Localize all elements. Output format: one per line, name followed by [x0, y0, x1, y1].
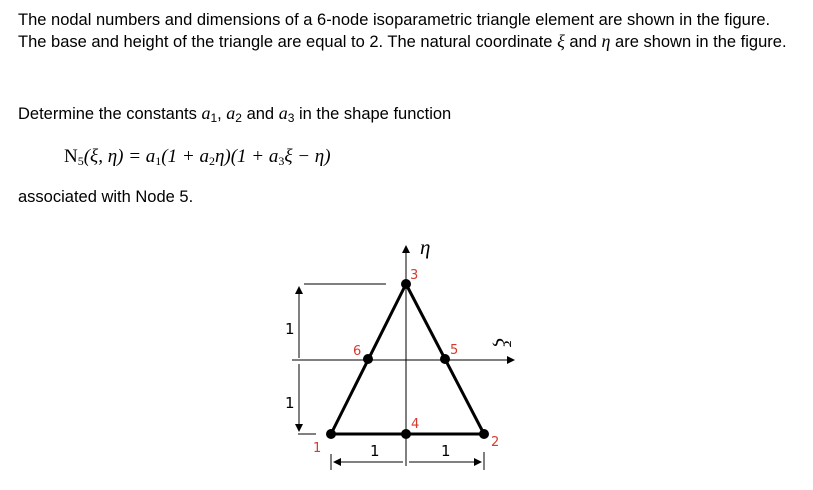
axis-label-xi: ξ: [491, 338, 515, 347]
statement-text: The nodal numbers and dimensions of a 6-node isoparametric triangle element are shown in the figure. The base and height of the triangle are equal to 2. The natural coordinate: [18, 11, 771, 51]
node-label-4: 4: [411, 417, 420, 432]
eta-symbol: η: [601, 31, 611, 51]
node-4: [401, 429, 411, 439]
xi-symbol: ξ: [557, 31, 565, 51]
dim-label-height-lower: 1: [285, 394, 295, 412]
node-label-1: 1: [313, 441, 322, 456]
constant-a1: a: [201, 103, 211, 123]
node-label-2: 2: [491, 435, 500, 450]
constant-a2: a: [226, 103, 236, 123]
constant-a3: a: [278, 103, 288, 123]
question-text: Determine the constants $a_1$, $a_2$ and $a_3$ in the shape function: [18, 103, 452, 125]
node-5: [440, 354, 450, 364]
node-note: associated with Node 5.: [18, 188, 194, 206]
shape-function-equation: $N_5(\xi$, $\eta) = a_1(1 + a_2\eta)(1 + a_3\xi - \eta)$: [64, 146, 331, 168]
node-6: [363, 354, 373, 364]
problem-statement: The nodal numbers and dimensions of a 6-node isoparametric triangle element are shown in the figure. The base and height of the triangle are equal to 2. The natural coordinate ξ and η are shown in the figure.: [18, 11, 787, 51]
node-label-3: 3: [410, 268, 419, 283]
node-label-6: 6: [353, 344, 362, 359]
dim-label-base-left: 1: [370, 442, 380, 460]
axis-label-eta: η: [420, 235, 431, 259]
dim-label-height-upper: 1: [285, 320, 295, 338]
node-label-5: 5: [450, 343, 459, 358]
dim-label-base-right: 1: [441, 442, 451, 460]
node-2: [479, 429, 489, 439]
node-1: [326, 429, 336, 439]
